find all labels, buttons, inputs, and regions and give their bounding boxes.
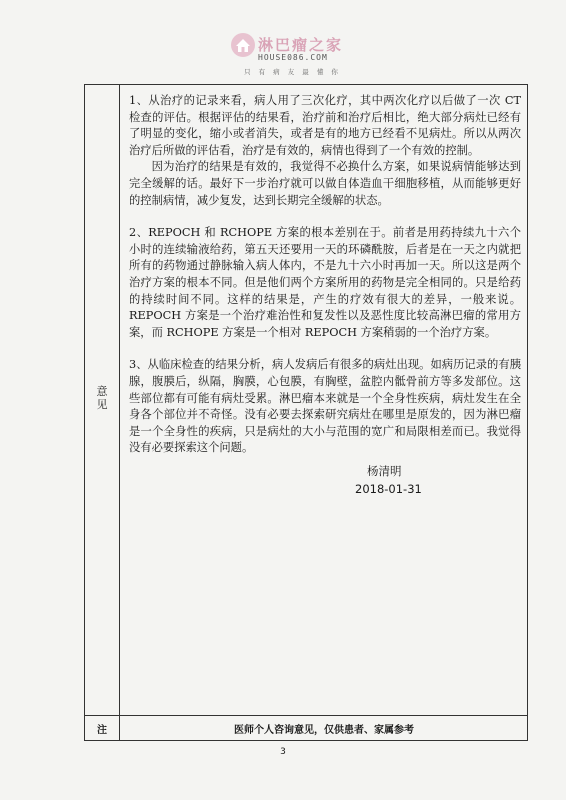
opinion-paragraph-2: 2、REPOCH 和 RCHOPE 方案的根本差别在于。前者是用药持续九十六个小时的连续输液给药，第五天还要用一天的环磷酰胺，后者是在一天之内就把所有的药物通过静脉输入病人体内，不是九十六小时再加一天。所以这是两个治疗方案的根本不同。但是他们两个方案所用的药物是完全相同的。只是给药的持续时间不同。这样的结果是，产生的疗效有很大的差异，一般来说。REPOCH 方案是一个治疗难治性和复发性以及恶性度比较高淋巴瘤的常用方案，而 RCHOPE 方案是一个相对 REPOCH 方案稍弱的一个治疗方案。	[129, 226, 521, 339]
site-header	[0, 10, 566, 80]
opinion-form	[84, 84, 528, 741]
page-number: 3	[280, 747, 286, 757]
opinion-paragraph-1: 1、从治疗的记录来看，病人用了三次化疗，其中两次化疗以后做了一次 CT 检查的评估。根据评估的结果看，治疗前和治疗后相比，绝大部分病灶已经有了明显的变化，缩小或者消失，或者是有的地方已经看不见病灶。所以从两次治疗后所做的评估看，治疗是有效的，病情也得到了一个有效的控制。	[129, 94, 521, 157]
logo-house-icon	[230, 32, 256, 58]
opinion-paragraph-3: 3、从临床检查的结果分析，病人发病后有很多的病灶出现。如病历记录的有胰腺，腹膜后，纵隔，胸膜，心包膜，有胸壁，盆腔内骶骨前方等多发部位。这些部位都有可能有病灶受累。淋巴瘤本来就是一个全身性疾病，病灶发生在全身各个部位并不奇怪。没有必要去探索研究病灶在哪里是原发的，因为淋巴瘤是一个全身性的疾病，只是病灶的大小与范围的宽广和局限相差而已。我觉得没有必要探索这个问题。	[129, 358, 521, 455]
column-divider	[119, 85, 120, 740]
opinion-paragraph-1b: 因为治疗的结果是有效的，我觉得不必换什么方案，如果说病情能够达到完全缓解的话。最好下一步治疗就可以做自体造血干细胞移植，从而能够更好的控制病情，减少复发，达到长期完全缓解的状态。	[129, 160, 521, 207]
note-label: 注	[97, 725, 107, 736]
row-divider	[85, 715, 527, 716]
opinion-label: 意见	[96, 385, 108, 411]
opinion-content	[129, 93, 521, 457]
logo-slogan: 只 有 病 友 最 懂 你	[244, 68, 341, 76]
logo-domain: HOUSE086.COM	[258, 53, 328, 62]
disclaimer-note: 医师个人咨询意见，仅供患者、家属参考	[234, 725, 414, 736]
signature-date: 2018-01-31	[355, 482, 422, 496]
logo-title: 淋巴瘤之家	[258, 36, 344, 54]
doctor-signature: 杨清明	[367, 464, 402, 478]
